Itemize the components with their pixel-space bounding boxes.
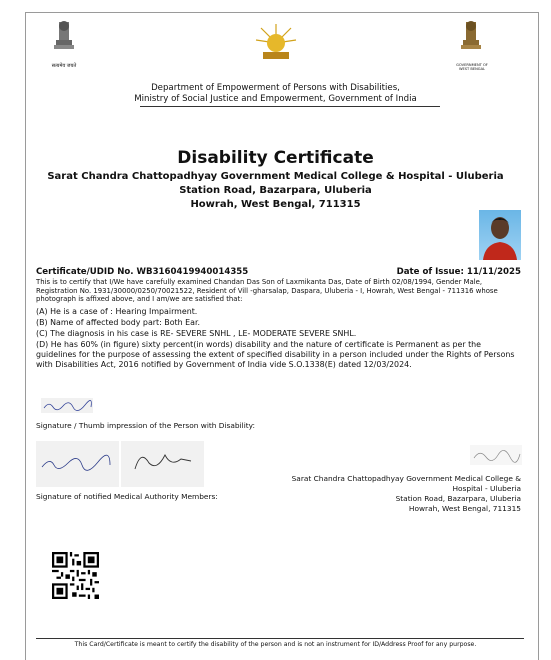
emblem-caption: GOVERNMENT OF WEST BENGAL [456, 63, 488, 71]
authority-signature-label: Signature of notified Medical Authority Members: [36, 492, 218, 501]
issuer-address [292, 474, 521, 514]
hospital-address [0, 170, 551, 212]
issuer-line: Howrah, West Bengal, 711315 [408, 504, 521, 513]
ministry-line: Ministry of Social Justice and Empowerment, Government of India [134, 94, 417, 104]
issuer-line: Station Road, Bazarpara, Uluberia [395, 494, 521, 503]
certification-text: This is to certify that I/We have carefully examined Chandan Das Son of Laxmikanta Das, Date of Birth 02/08/1994, Gender Male, Registration No. 1931/30000/0250/70021522, Resident of Vill -gharsalap, Daspara, Uluberia - I, Howrah, West Bengal - 711316 whose photograph is affixed above, and I am/we are satisfied that: [36, 278, 498, 304]
applicant-photo [479, 210, 521, 260]
person-signature-image [41, 398, 93, 413]
india-emblem-right-icon [456, 18, 488, 71]
emblem-caption: सत्यमेव जयते [51, 63, 77, 69]
india-emblem-left-icon [51, 18, 77, 69]
diagnosis-c: (C) The diagnosis in his case is RE- SEVERE SNHL , LE- MODERATE SEVERE SNHL. [36, 329, 357, 338]
hospital-name: Sarat Chandra Chattopadhyay Government Medical College & Hospital - Uluberia [47, 171, 504, 182]
department-heading [0, 83, 551, 105]
qr-code [52, 552, 99, 599]
issuer-line: Hospital - Uluberia [452, 484, 521, 493]
date-of-issue: Date of Issue: 11/11/2025 [396, 267, 521, 277]
diagnosis-d: (D) He has 60% (in figure) sixty percent(in words) disability and the nature of certificate is Permanent as per the guidelines for the purpose of assessing the extent of specified disability in a person included under the Rights of Persons with Disabilities Act, 2016 notified by Government of India vide S.O.1338(E) dated 12/03/2024. [36, 340, 515, 369]
issuer-signature-image [470, 445, 522, 465]
state-logo-icon [253, 22, 299, 68]
hospital-city: Howrah, West Bengal, 711315 [190, 199, 361, 210]
authority-signature-1 [36, 441, 119, 487]
footer-disclaimer: This Card/Certificate is meant to certify the disability of the person and is not an instrument for ID/Address Proof for any purpose. [74, 641, 477, 648]
person-signature-label: Signature / Thumb impression of the Person with Disability: [36, 421, 256, 430]
diagnosis-a: (A) He is a case of : Hearing Impairment. [36, 307, 198, 316]
footer-divider [36, 638, 524, 639]
divider [140, 106, 440, 107]
department-line: Department of Empowerment of Persons with Disabilities, [151, 83, 400, 93]
page-title: Disability Certificate [177, 148, 374, 168]
hospital-street: Station Road, Bazarpara, Uluberia [179, 185, 372, 196]
authority-signature-2 [121, 441, 204, 487]
diagnosis-b: (B) Name of affected body part: Both Ear. [36, 318, 200, 327]
udid-number: Certificate/UDID No. WB3160419940014355 [36, 267, 249, 277]
issuer-line: Sarat Chandra Chattopadhyay Government Medical College & [291, 474, 521, 483]
